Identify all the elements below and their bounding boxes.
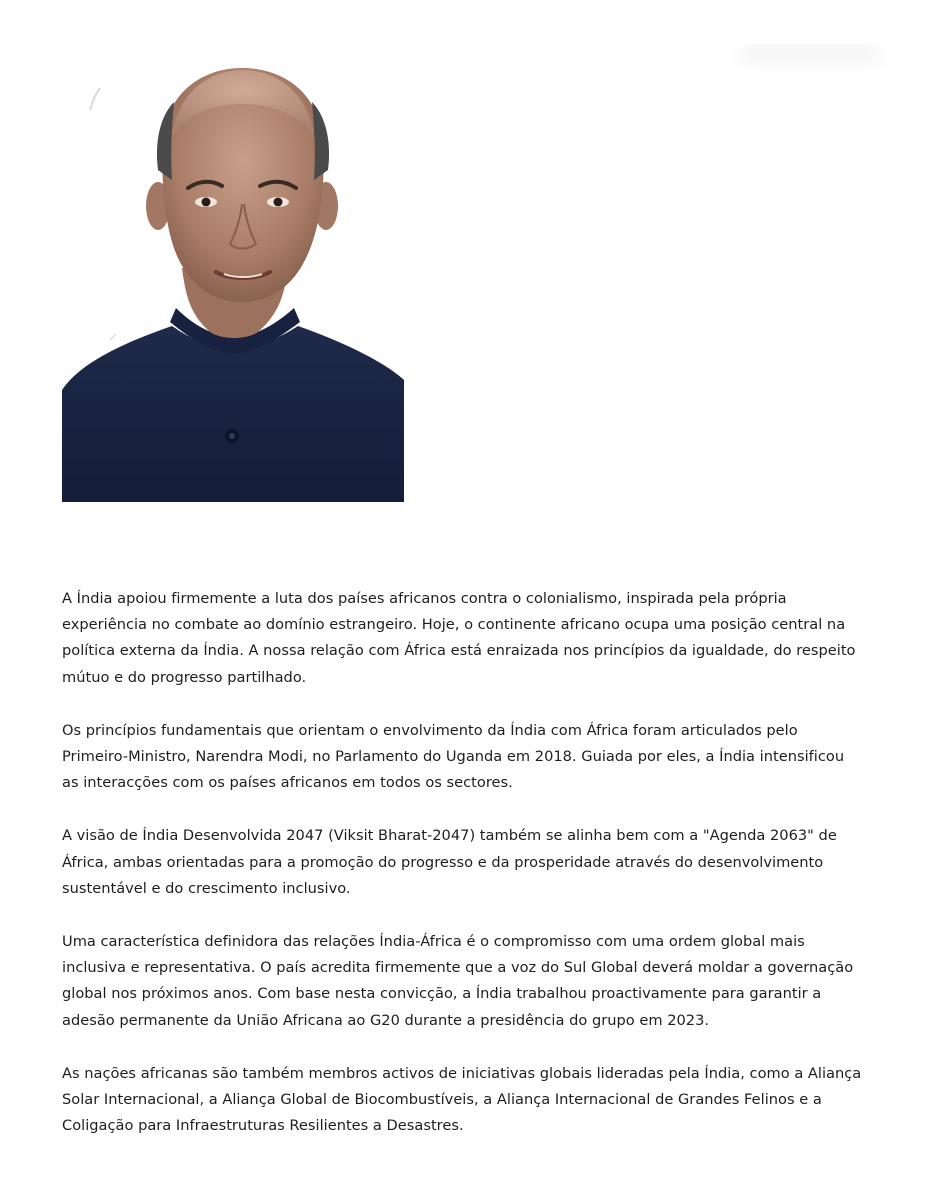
top-right-card	[742, 36, 880, 44]
portrait-photo	[62, 40, 404, 502]
article-paragraph: Os princípios fundamentais que orientam o envolvimento da Índia com África foram articulados pelo Primeiro-Ministro, Narendra Modi, no Parlamento do Uganda em 2018. Guiada por eles, a Índia intensificou as interacções com os países africanos em todos os sectores.	[62, 721, 845, 792]
article-paragraph: A Índia apoiou firmemente a luta dos países africanos contra o colonialismo, inspirada pela própria experiência no combate ao domínio estrangeiro. Hoje, o continente africano ocupa uma posição central na política externa da Índia. A nossa relação com África está enraizada nos princípios da igualdade, do respeito mútuo e do progresso partilhado.	[62, 590, 856, 686]
article-paragraph: As nações africanas são também membros activos de iniciativas globais lideradas pela Índia, como a Aliança Solar Internacional, a Aliança Global de Biocombustíveis, a Aliança Internacional de Grandes Felinos e a Coligação para Infraestruturas Resilientes a Desastres.	[62, 1064, 862, 1135]
article-body	[62, 586, 862, 1166]
article-paragraph: A visão de Índia Desenvolvida 2047 (Viksit Bharat-2047) também se alinha bem com a "Agenda 2063" de África, ambas orientadas para a promoção do progresso e da prosperidade através do desenvolvimento sustentável e do crescimento inclusivo.	[62, 827, 837, 897]
article-paragraph: Uma característica definidora das relações Índia-África é o compromisso com uma ordem global mais inclusiva e representativa. O país acredita firmemente que a voz do Sul Global deverá moldar a governação global nos próximos anos. Com base nesta convicção, a Índia trabalhou proactivamente para garantir a adesão permanente da União Africana ao G20 durante a presidência do grupo em 2023.	[62, 933, 854, 1029]
